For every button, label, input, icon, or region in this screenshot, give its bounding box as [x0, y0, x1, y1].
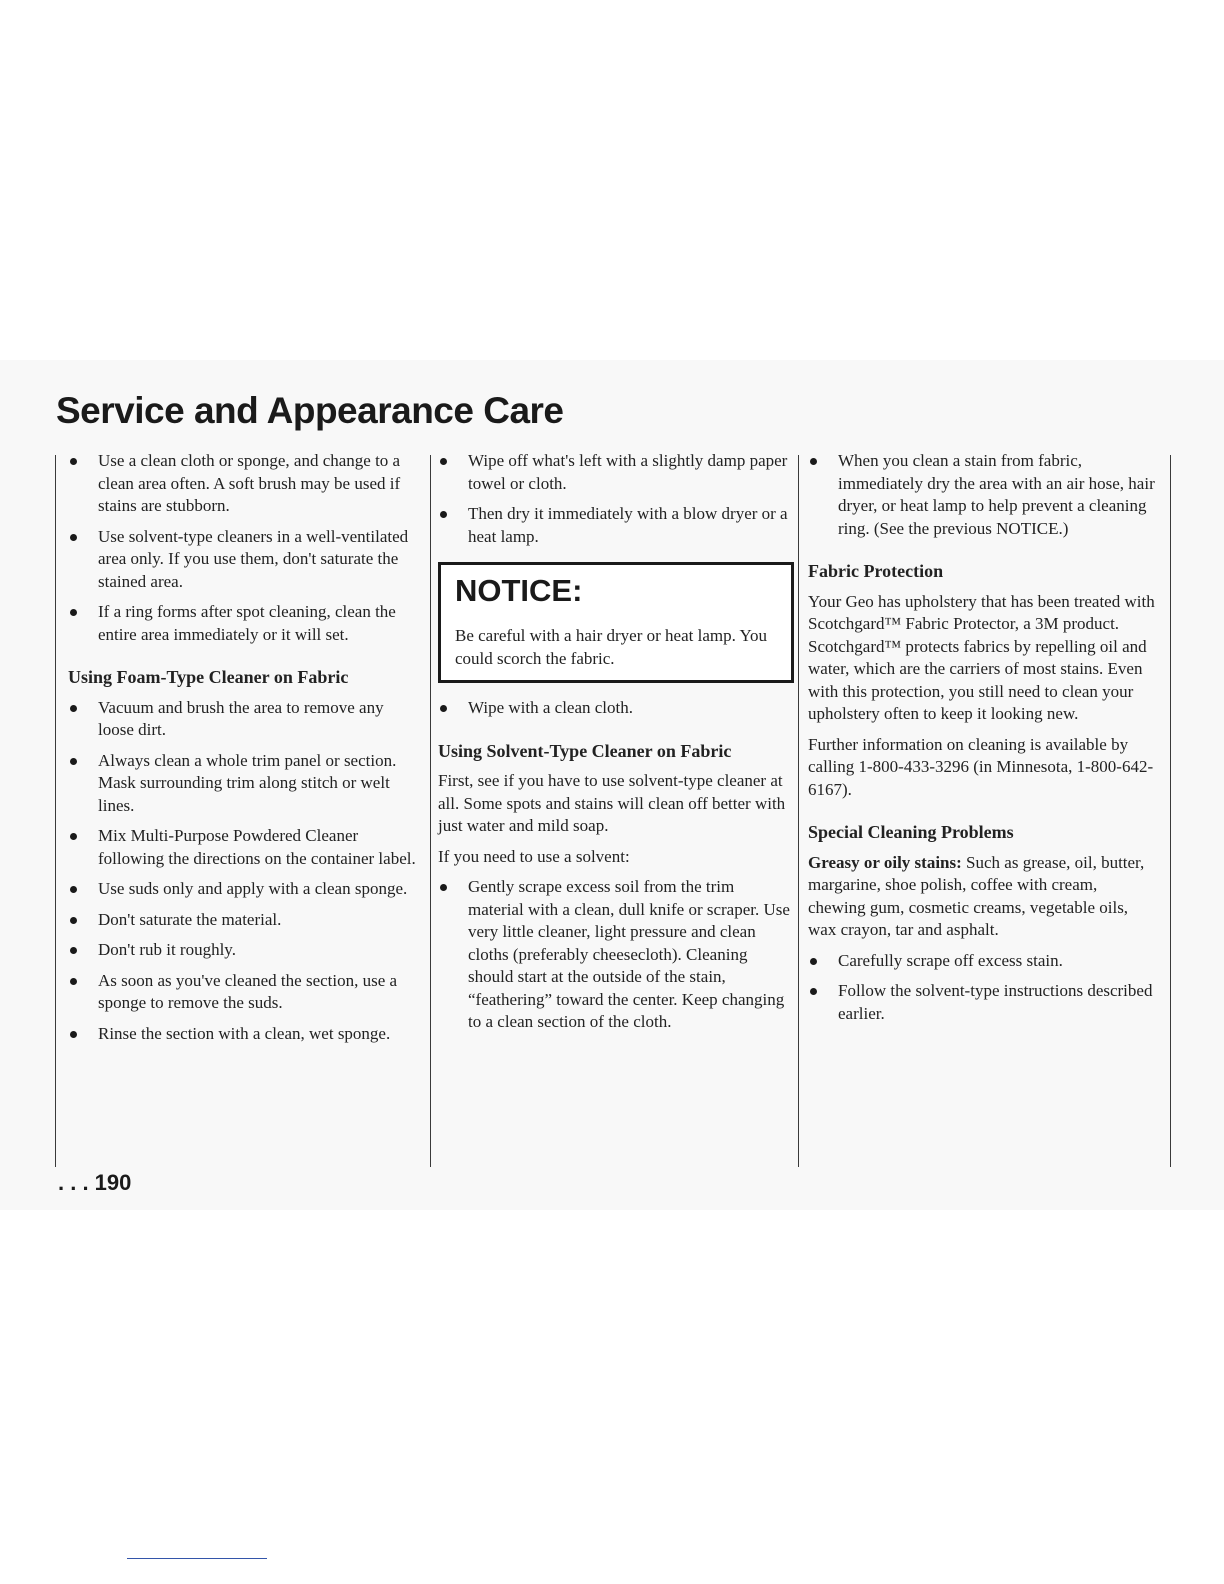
- section-heading-solvent: Using Solvent-Type Cleaner on Fabric: [438, 740, 732, 761]
- page-title: Service and Appearance Care: [56, 390, 564, 431]
- column-2: [438, 450, 794, 1042]
- list-item: Mix Multi-Purpose Powdered Cleaner following the directions on the container label.: [68, 825, 420, 870]
- list-item: Vacuum and brush the area to remove any loose dirt.: [68, 697, 420, 742]
- paragraph: First, see if you have to use solvent-type cleaner at all. Some spots and stains will clean off better with just water and mild soap.: [438, 771, 786, 835]
- list-item: Gently scrape excess soil from the trim material with a clean, dull knife or scraper. Use very little cleaner, light pressure and clean cloths (preferably cheesecloth). Cleaning should start at the outside of the stain, “feathering” toward the center. Keep changing to a clean section of the cloth.: [438, 876, 794, 1034]
- column-3: [808, 450, 1158, 1033]
- paragraph: Further information on cleaning is available by calling 1-800-433-3296 (in Minnesota, 1-800-642-6167).: [808, 734, 1154, 799]
- paragraph-greasy-stains: [808, 852, 1158, 942]
- list-item: Then dry it immediately with a blow dryer or a heat lamp.: [438, 503, 794, 548]
- column-divider-left: [55, 455, 56, 1167]
- bullet-list: [808, 450, 1158, 540]
- bottom-divider: [127, 1558, 267, 1559]
- list-item: Wipe with a clean cloth.: [438, 697, 794, 720]
- list-item: Follow the solvent-type instructions described earlier.: [808, 980, 1158, 1025]
- section-heading-special-cleaning: Special Cleaning Problems: [808, 822, 1014, 842]
- list-item: Always clean a whole trim panel or section. Mask surrounding trim along stitch or welt lines.: [68, 750, 420, 818]
- notice-text: Be careful with a hair dryer or heat lamp. You could scorch the fabric.: [455, 626, 768, 668]
- greasy-stains-text: Such as grease, oil, butter, margarine, shoe polish, coffee with cream, chewing gum, cosmetic creams, vegetable oils, wax crayon, tar and asphalt.: [808, 852, 1145, 939]
- bullet-list: [68, 697, 420, 1046]
- list-item: As soon as you've cleaned the section, use a sponge to remove the suds.: [68, 970, 420, 1015]
- list-item: Don't saturate the material.: [68, 909, 420, 932]
- list-item: If a ring forms after spot cleaning, clean the entire area immediately or it will set.: [68, 601, 420, 646]
- greasy-stains-label: Greasy or oily stains:: [808, 852, 962, 872]
- paragraph: Your Geo has upholstery that has been treated with Scotchgard™ Fabric Protector, a 3M product. Scotchgard™ protects fabrics by repelling oil and water, which are the carriers of most stains. Even with this protection, you still need to clean your upholstery often to keep it looking new.: [808, 591, 1155, 723]
- list-item: Carefully scrape off excess stain.: [808, 950, 1158, 973]
- list-item: Use a clean cloth or sponge, and change to a clean area often. A soft brush may be used if stains are stubborn.: [68, 450, 420, 518]
- list-item: Use suds only and apply with a clean sponge.: [68, 878, 420, 901]
- notice-title: NOTICE:: [455, 573, 583, 608]
- paragraph: If you need to use a solvent:: [438, 846, 630, 866]
- column-1: [68, 450, 420, 1053]
- bullet-list: [438, 697, 794, 720]
- list-item: Rinse the section with a clean, wet sponge.: [68, 1023, 420, 1046]
- page-number: . . . 190: [58, 1170, 132, 1195]
- column-divider-right: [1170, 455, 1171, 1167]
- section-heading-fabric-protection: Fabric Protection: [808, 561, 944, 581]
- column-divider-2: [798, 455, 799, 1167]
- column-divider-1: [430, 455, 431, 1167]
- list-item: Wipe off what's left with a slightly damp paper towel or cloth.: [438, 450, 794, 495]
- section-heading-foam: Using Foam-Type Cleaner on Fabric: [68, 667, 349, 687]
- bullet-list: [438, 876, 794, 1034]
- bullet-list: [438, 450, 794, 548]
- bullet-list: [808, 950, 1158, 1026]
- bullet-list: [68, 450, 420, 646]
- list-item: Use solvent-type cleaners in a well-ventilated area only. If you use them, don't saturate the stained area.: [68, 526, 420, 594]
- list-item: Don't rub it roughly.: [68, 939, 420, 962]
- notice-box: [438, 562, 794, 683]
- list-item: When you clean a stain from fabric, immediately dry the area with an air hose, hair dryer, or heat lamp to help prevent a cleaning ring. (See the previous NOTICE.): [808, 450, 1158, 540]
